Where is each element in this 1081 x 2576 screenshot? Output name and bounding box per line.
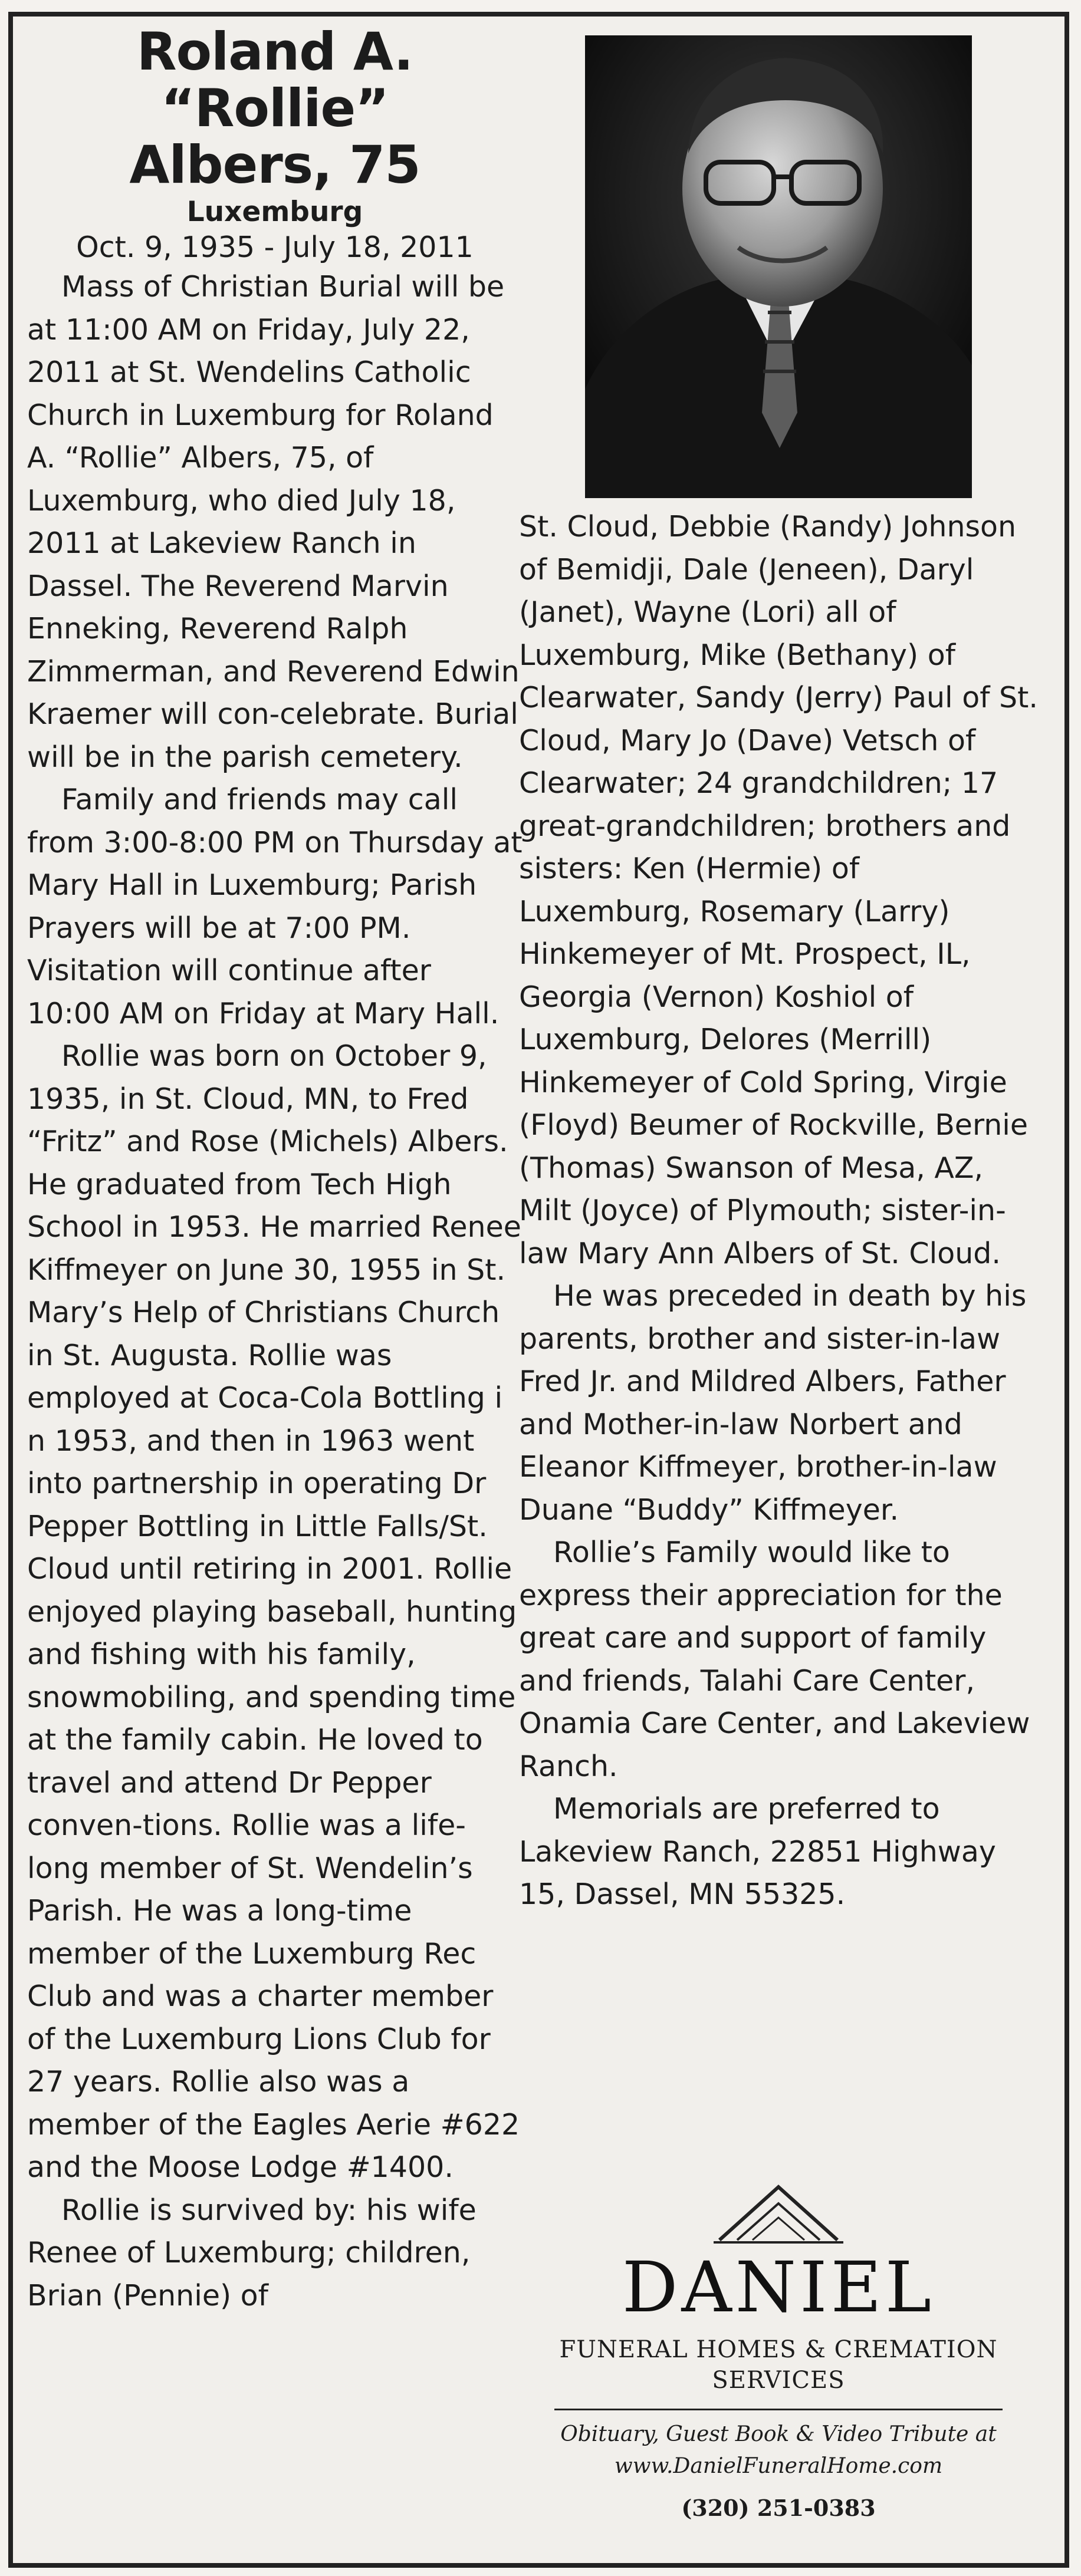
title-line-1: Roland A. “Rollie”	[136, 21, 413, 139]
funeral-home-website: www.DanielFuneralHome.com	[614, 2454, 943, 2478]
funeral-home-services: FUNERAL HOMES & CREMATION SERVICES	[559, 2336, 998, 2394]
roof-logo-icon	[714, 2181, 843, 2246]
life-dates: Oct. 9, 1935 - July 18, 2011	[76, 230, 474, 264]
hometown: Luxemburg	[186, 196, 363, 228]
portrait-icon	[585, 35, 972, 498]
paragraph-survived-by: Rollie is survived by: his wife Renee of Luxemburg; children, Brian (Pennie) of	[27, 2193, 477, 2313]
funeral-home-phone: (320) 251-0383	[681, 2495, 876, 2521]
paragraph-biography: Rollie was born on October 9, 1935, in St. Cloud, MN, to Fred “Fritz” and Rose (Michels) Albers. He graduated from Tech High School in 1953. He married Renee Kiffmeyer on June 30, 1955 in St. Mary’s Help of Christians Church in St. Augusta. Rollie was employed at Coca-Cola Bottling i n 1953, and then in 1963 went into partnership in operating Dr Pepper Bottling in Little Falls/St. Cloud until retiring in 2001. Rollie enjoyed playing baseball, hunting and fishing with his family, snowmobiling, and spending time at the family cabin. He loved to travel and attend Dr Pepper conven-tions. Rollie was a life-long member of St. Wendelin’s Parish. He was a long-time member of the Luxemburg Rec Club and was a charter member of the Luxemburg Lions Club for 27 years. Rollie also was a member of the Eagles Aerie #622 and the Moose Lodge #1400.	[27, 1039, 521, 2184]
right-column	[519, 506, 1038, 1916]
paragraph-survivors: St. Cloud, Debbie (Randy) Johnson of Bemidji, Dale (Jeneen), Daryl (Janet), Wayne (Lori) all of Luxemburg, Mike (Bethany) of Clearwater, Sandy (Jerry) Paul of St. Cloud, Mary Jo (Dave) Vetsch of Clearwater; 24 grandchildren; 17 great-grandchildren; brothers and sisters: Ken (Hermie) of Luxemburg, Rosemary (Larry) Hinkemeyer of Mt. Prospect, IL, Georgia (Vernon) Koshiol of Luxemburg, Delores (Merrill) Hinkemeyer of Cold Spring, Virgie (Floyd) Beumer of Rockville, Bernie (Thomas) Swanson of Mesa, AZ, Milt (Joyce) of Plymouth; sister-in-law Mary Ann Albers of St. Cloud.	[519, 510, 1038, 1270]
funeral-home-logo	[507, 2181, 1050, 2526]
obituary-title	[27, 21, 523, 195]
paragraph-service: Mass of Christian Burial will be at 11:00 AM on Friday, July 22, 2011 at St. Wendelins Catholic Church in Luxemburg for Roland A. “Rollie” Albers, 75, of Luxemburg, who died July 18, 2011 at Lakeview Ranch in Dassel. The Reverend Marvin Enneking, Reverend Ralph Zimmerman, and Reverend Edwin Kraemer will con-celebrate. Burial will be in the parish cemetery.	[27, 270, 520, 774]
logo-divider	[554, 2409, 1003, 2410]
paragraph-preceded: He was preceded in death by his parents, brother and sister-in-law Fred Jr. and Mildred Albers, Father and Mother-in-law Norbert and Eleanor Kiffmeyer, brother-in-law Duane “Buddy” Kiffmeyer.	[519, 1279, 1027, 1527]
tagline-line-1: Obituary, Guest Book & Video Tribute at	[560, 2422, 997, 2446]
left-column	[27, 21, 523, 2317]
paragraph-visitation: Family and friends may call from 3:00-8:00 PM on Thursday at Mary Hall in Luxemburg; Parish Prayers will be at 7:00 PM. Visitation will continue after 10:00 AM on Friday at Mary Hall.	[27, 783, 523, 1030]
paragraph-appreciation: Rollie’s Family would like to express their appreciation for the great care and support of family and friends, Talahi Care Center, Onamia Care Center, and Lakeview Ranch.	[519, 1536, 1030, 1783]
portrait-photo	[585, 35, 972, 498]
title-line-2: Albers, 75	[129, 134, 420, 195]
funeral-home-name: DANIEL	[622, 2246, 935, 2328]
paragraph-memorials: Memorials are preferred to Lakeview Ranch, 22851 Highway 15, Dassel, MN 55325.	[519, 1792, 996, 1911]
